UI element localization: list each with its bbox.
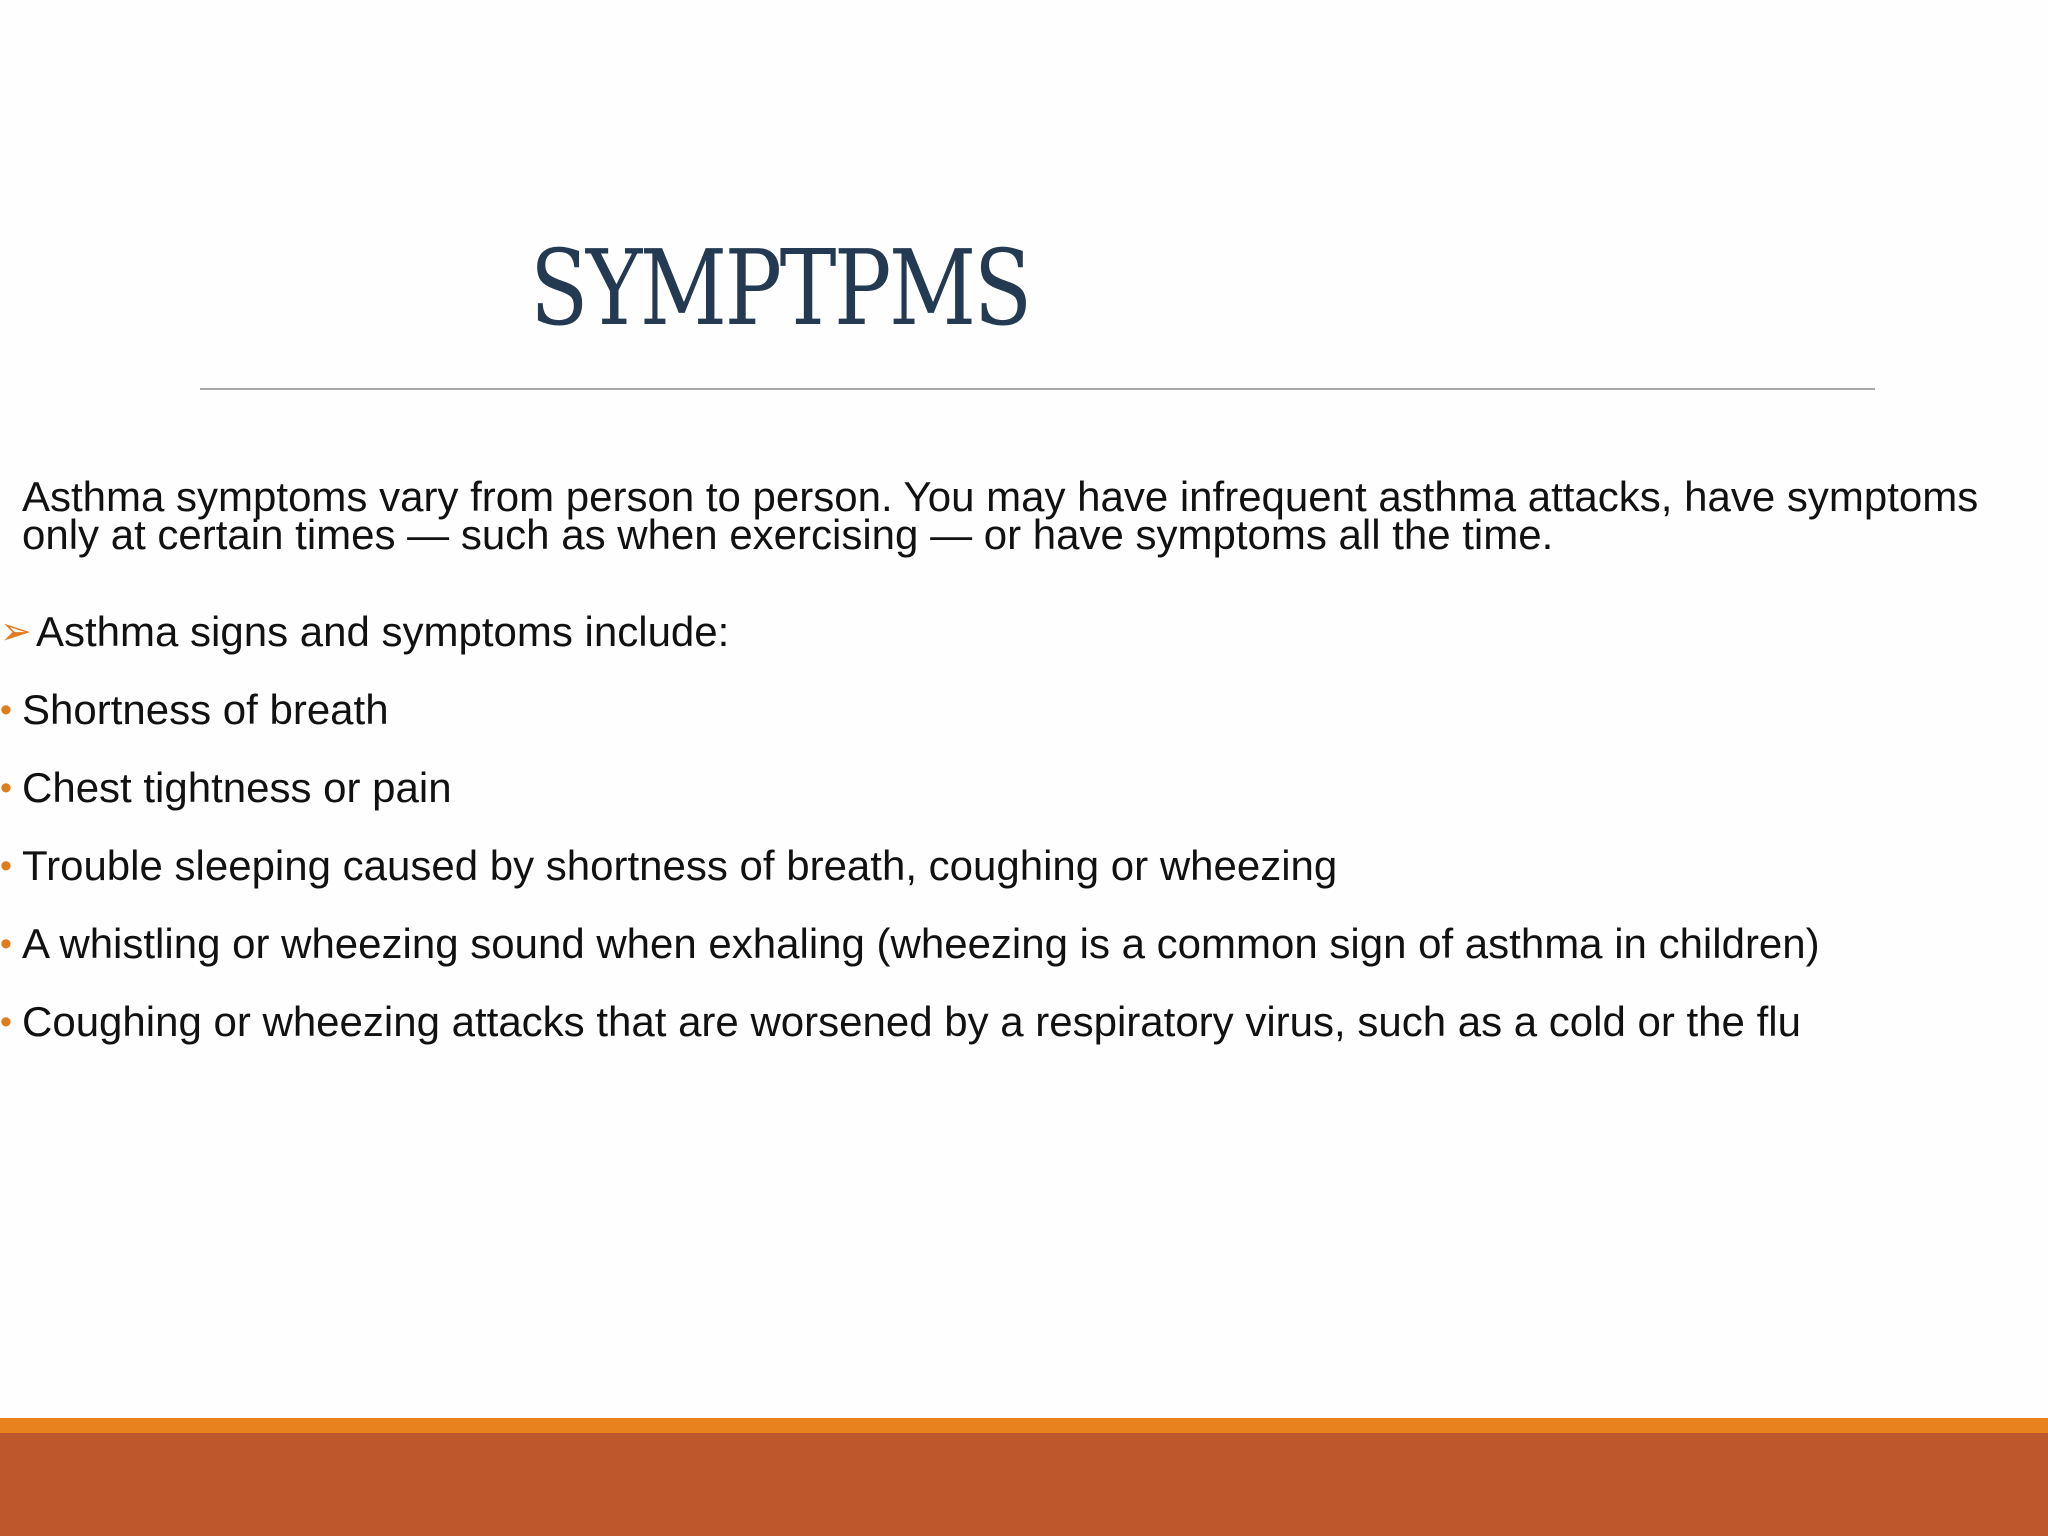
list-item-text: A whistling or wheezing sound when exhaling (wheezing is a common sign of asthma in children) (22, 920, 1820, 967)
list-item-text: Chest tightness or pain (22, 764, 452, 811)
slide-title: SYMPTPMS (530, 227, 1030, 349)
bullet-dot-icon: • (0, 847, 12, 885)
intro-paragraph: Asthma symptoms vary from person to person. You may have infrequent asthma attacks, have symptoms only at certain times — such as when exercising — or have symptoms all the time. (22, 473, 1979, 558)
list-item (0, 983, 2020, 1061)
bullet-dot-icon: • (0, 691, 12, 729)
footer-band (0, 1433, 2048, 1536)
list-item (0, 905, 2020, 983)
lead-line (0, 593, 2020, 671)
footer-accent-stripe (0, 1418, 2048, 1433)
list-item-text: Coughing or wheezing attacks that are worsened by a respiratory virus, such as a cold or the flu (22, 998, 1801, 1045)
arrow-bullet-icon: ➢ (0, 611, 32, 653)
bullet-dot-icon: • (0, 769, 12, 807)
list-item-text: Trouble sleeping caused by shortness of breath, coughing or wheezing (22, 842, 1338, 889)
title-divider (200, 388, 1875, 390)
slide-body (0, 473, 2020, 1061)
list-item (0, 827, 2020, 905)
list-item (0, 749, 2020, 827)
bullet-dot-icon: • (0, 1003, 12, 1041)
list-item (0, 671, 2020, 749)
bullet-dot-icon: • (0, 925, 12, 963)
symptom-list (0, 671, 2020, 1061)
list-item-text: Shortness of breath (22, 686, 389, 733)
lead-text: Asthma signs and symptoms include: (36, 608, 730, 655)
